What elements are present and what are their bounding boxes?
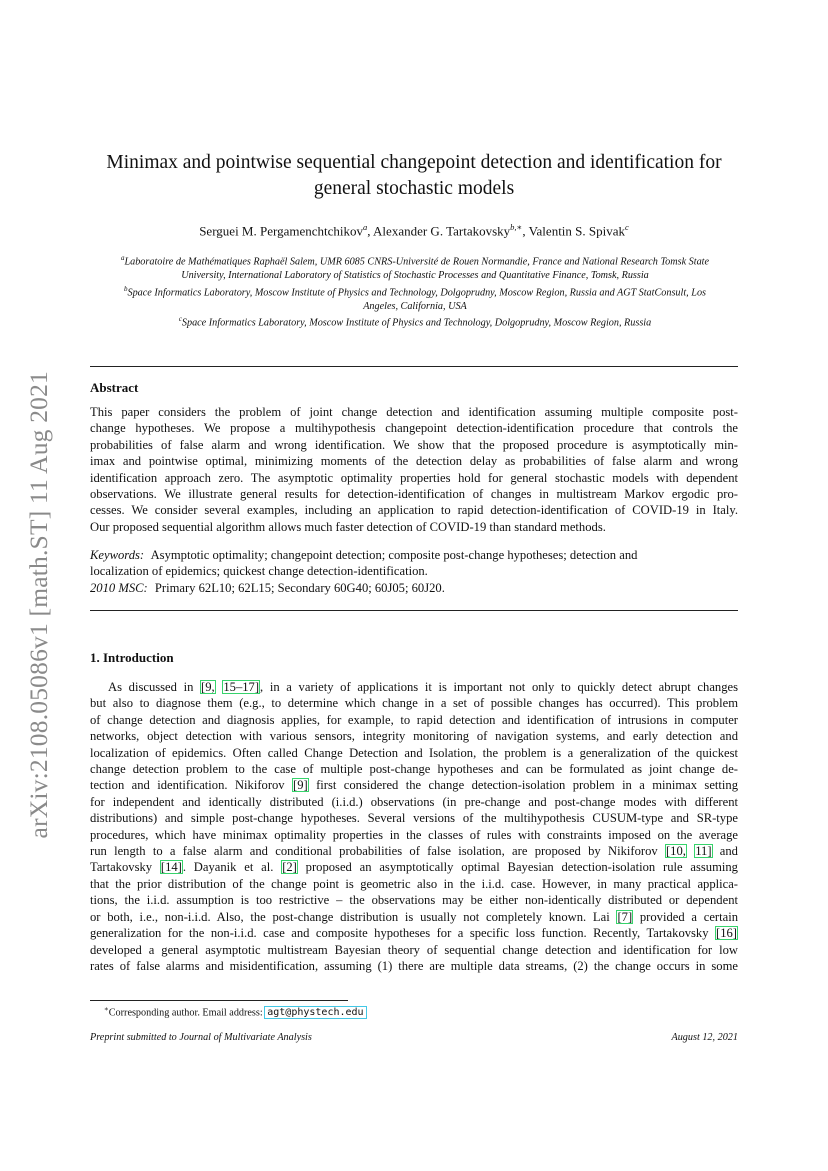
arxiv-watermark [14,345,64,865]
intro-line: that the prior distribution of the change point is geometric also in the i.i.d. case. However, in many practical applica- [90,876,738,891]
abstract-top-rule [90,366,738,367]
citation-link[interactable]: 11] [695,844,712,859]
text-run: Tartakovsky [90,860,160,875]
abstract-line: Our proposed sequential algorithm allows much faster detection of COVID-19 than standard methods. [90,519,606,534]
affil-mark: a [120,254,125,262]
footnote-mark: ∗ [104,1005,109,1013]
intro-line: distributions) and simple post-change hypotheses. Several versions of the multihypothesis CUSUM-type and SR-type [90,811,738,826]
arxiv-identifier: arXiv:2108.05086v1 [math.ST] 11 Aug 2021 [24,371,53,839]
author-name: Serguei M. Pergamenchtchikov [199,223,363,239]
intro-line [90,859,738,875]
text-run: generalization for the non-i.i.d. case and composite hypotheses for a specific loss function. Recently, Tartakovsky [90,926,716,941]
abstract-line: observations. We illustrate general results for detection-identification of changes in multistream Markov ergodic pro- [90,487,738,502]
author-separator: , [367,223,374,239]
affil-mark: b [123,284,128,293]
title-line: Minimax and pointwise sequential changepoint detection and identification for [106,152,722,173]
footnote-rule [90,1000,348,1001]
intro-line: rates of false alarms and misidentification, assuming (1) there are multiple data streams, (2) the change occurs in some [90,958,738,973]
affiliation-line: University, International Laboratory of Statistics of Stochastic Processes and Quantitative Finance, Tomsk, Russia [181,269,649,281]
abstract-line: change hypotheses. We propose a multihypothesis changepoint detection-identification procedure that controls the [90,421,738,436]
author-name: Alexander G. Tartakovsky [373,223,511,239]
author-affil-mark: a [363,222,368,232]
text-run: tection and identification. Nikiforov [90,778,293,793]
text-run: provided a certain [633,909,738,924]
keywords-label: Keywords: [90,548,145,562]
msc-label: 2010 MSC: [90,580,148,595]
title-line: general stochastic models [313,178,515,199]
citation-link[interactable]: [2] [282,860,297,875]
text-run: proposed an asymptotically optimal Bayesian detection-isolation rule assuming [297,860,738,875]
text-run: . Dayanik et al. [182,860,282,875]
affil-text: Laboratoire de Mathématiques Raphaël Salem, UMR 6085 CNRS-Université de Rouen Normandie, France and National Research Tomsk State [124,256,710,268]
citation-link[interactable]: [9, [201,680,215,694]
paper-title [90,150,738,202]
intro-line: change detection problem to the case of multiple post-change hypotheses and can be formulated as joint change de- [90,762,738,777]
intro-line: networks, object detection with various sensors, integrity monitoring of navigation systems, and early detection and [90,729,738,744]
keywords-block [90,547,738,596]
text-run: and [712,844,738,859]
citation-link[interactable]: [14] [160,860,182,875]
keywords-text: Asymptotic optimality; changepoint detection; composite post-change hypotheses; detection and [150,548,638,562]
abstract-line: probabilities of false alarm and wrong identification. We show that the proposed procedure is asymptotically min- [90,437,738,452]
affil-text: Space Informatics Laboratory, Moscow Institute of Physics and Technology, Dolgoprudny, Moscow Region, Russia and AGT StatConsult, Los [127,286,706,298]
intro-line: tions, the i.i.d. assumption is too restrictive – the observations may be either non-identically distributed or dependent [90,893,738,908]
affil-mark: c [178,315,182,324]
abstract-line: This paper considers the problem of joint change detection and identification assuming multiple composite post- [90,405,738,419]
keywords-line [90,547,738,563]
intro-line [90,925,738,941]
citation-link[interactable]: [9] [293,778,308,793]
keywords-line: localization of epidemics; quickest change detection-identification. [90,564,428,579]
author-affil-mark: b,∗ [510,222,523,232]
affil-text: Space Informatics Laboratory, Moscow Institute of Physics and Technology, Dolgoprudny, Moscow Region, Russia [181,317,652,329]
abstract-heading: Abstract [90,380,139,395]
abstract-bottom-rule [90,610,738,611]
intro-line: but also to diagnose them (e.g., to determine which change in a set of possible changes has occurred). This problem [90,696,738,711]
preprint-date: August 12, 2021 [671,1032,738,1043]
intro-line: for independent and identically distributed (i.i.d.) observations (in pre-change and post-change modes with different [90,794,738,809]
introduction-body [90,679,738,974]
text-run: or both, i.e., non-i.i.d. Also, the post-change distribution is usually not completely known. Lai [90,909,617,924]
affiliation-line [95,283,735,300]
section-heading-introduction: 1. Introduction [90,650,174,665]
text-run: As discussed in [108,680,201,694]
intro-line [90,777,738,793]
intro-line: procedures, which have minimax optimality properties in the classes of rules with constraints imposed on the average [90,827,738,842]
text-run: , in a variety of applications it is important not only to quickly detect abrupt changes [260,680,738,694]
affiliation-line [95,252,735,269]
intro-line [90,909,738,925]
citation-link[interactable]: [10, [665,844,686,859]
citation-link[interactable]: 15–17] [223,680,260,694]
affiliation-line: Angeles, California, USA [363,300,467,312]
footnote [104,1005,366,1018]
author-list [90,222,738,239]
author-name: Valentin S. Spivak [528,223,626,239]
abstract-line: imax and pointwise optimal, minimizing moments of the detection delay as probabilities of false alarm and wrong [90,454,738,469]
footnote-text: Corresponding author. Email address: [108,1007,266,1019]
text-run: run length to a false alarm and conditional probabilities of false isolation, are proposed by Nikiforov [90,844,665,859]
citation-link[interactable]: [7] [617,909,633,924]
affiliations [95,252,735,330]
abstract-line: cesses. We consider several examples, including an application to rapid detection-identification of COVID-19 in Italy. [90,503,738,518]
msc-line [90,580,738,596]
author-affil-mark: c [625,222,629,232]
intro-line [90,679,738,695]
journal-note: Preprint submitted to Journal of Multivariate Analysis [90,1032,312,1043]
intro-line: localization of epidemics. Often called Change Detection and Isolation, the problem is a generalization of the quickest [90,745,738,760]
text-run: first considered the change detection-isolation problem in a minimax setting [308,778,738,793]
intro-line [90,843,738,859]
abstract-body [90,404,738,535]
intro-line: developed a general asymptotic multistream Bayesian theory of sequential change detection and identification for low [90,942,738,957]
abstract-line: identification approach zero. The asymptotic optimality properties hold for general stochastic models with dependent [90,470,738,485]
citation-link[interactable]: [16] [716,926,737,941]
email-link[interactable]: agt@phystech.edu [267,1007,364,1019]
intro-line: of change detection and diagnosis applies, for example, to rapid detection and identification of intrusions in computer [90,712,738,727]
msc-text: Primary 62L10; 62L15; Secondary 60G40; 60J05; 60J20. [154,580,445,595]
author-separator: , [522,223,529,239]
affiliation-line [95,313,735,330]
